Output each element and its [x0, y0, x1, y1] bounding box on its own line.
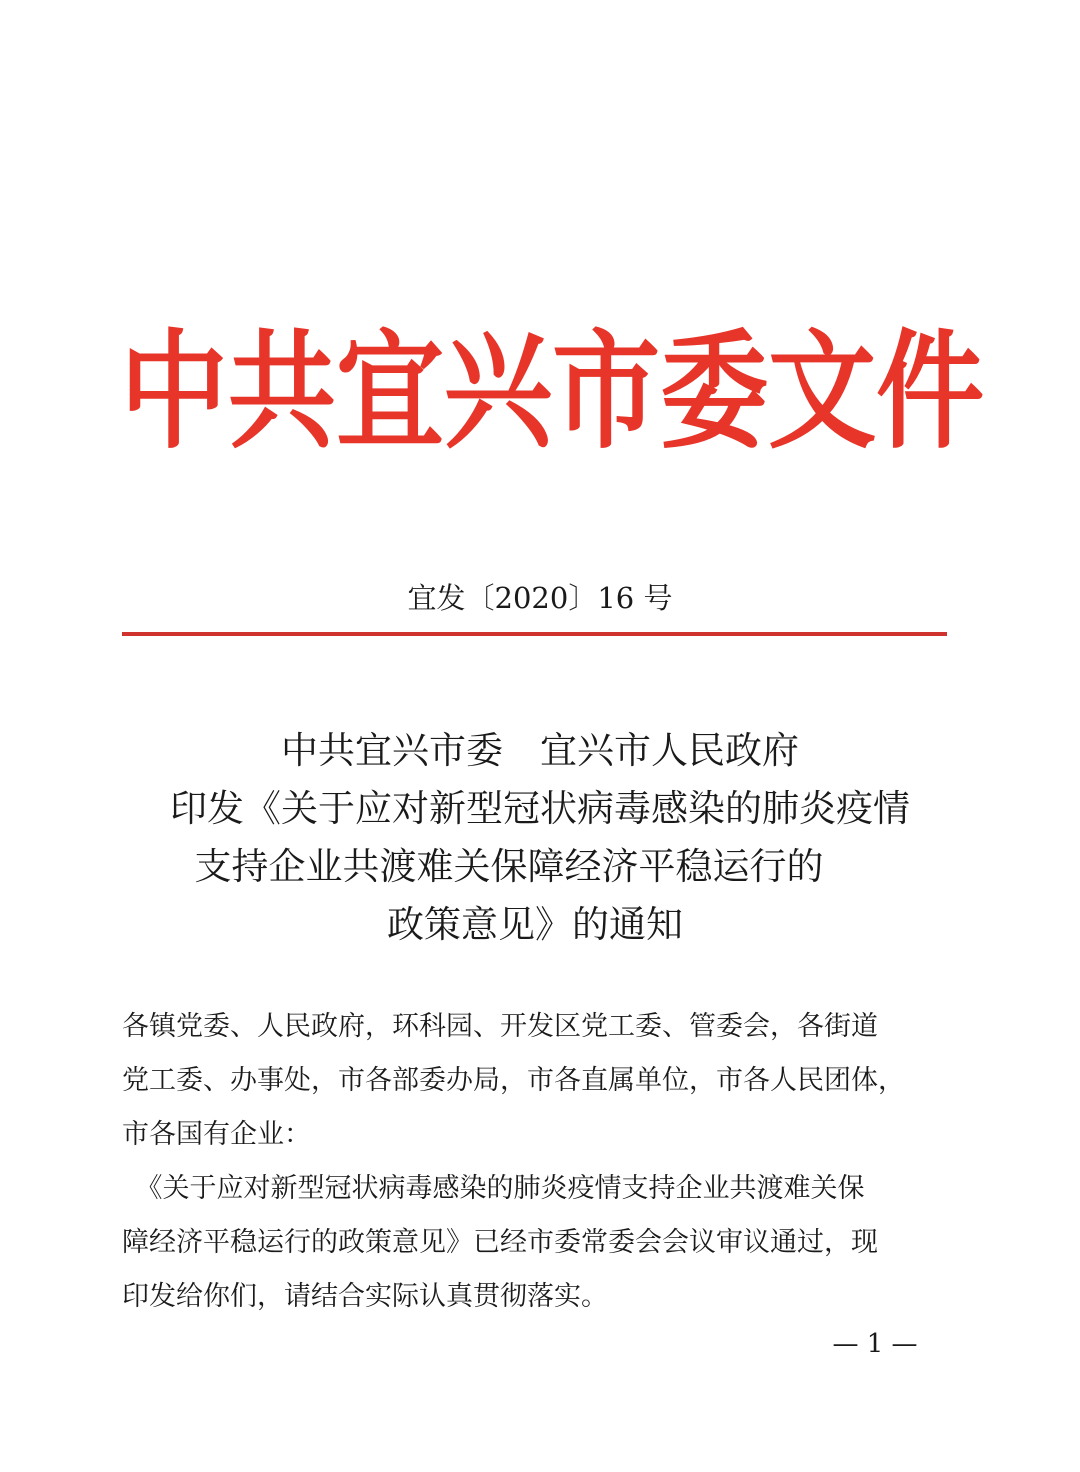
title-line: 支持企业共渡难关保障经济平稳运行的 — [194, 845, 824, 888]
document-number: 宜发〔2020〕16 号 — [407, 581, 673, 615]
addressee-line: 党工委、办事处，市各部委办局，市各直属单位，市各人民团体， — [122, 1065, 905, 1096]
masthead-char: 宜 — [336, 318, 445, 467]
body-paragraph-line: 印发给你们，请结合实际认真贯彻落实。 — [122, 1281, 608, 1312]
masthead-char: 委 — [660, 318, 769, 467]
body-paragraph-line: 障经济平稳运行的政策意见》已经市委常委会会议审议通过，现 — [122, 1227, 878, 1258]
masthead-char: 件 — [876, 318, 985, 467]
page-number: — 1 — — [832, 1329, 918, 1359]
red-divider-rule — [122, 632, 947, 636]
masthead-title — [120, 305, 985, 482]
masthead-char: 兴 — [444, 318, 553, 467]
masthead-char: 中 — [120, 318, 229, 467]
title-line: 政策意见》的通知 — [387, 903, 683, 946]
title-line: 中共宜兴市委 宜兴市人民政府 — [281, 729, 799, 772]
document-body — [122, 1000, 952, 1324]
masthead-char: 共 — [228, 318, 337, 467]
addressee-line: 各镇党委、人民政府，环科园、开发区党工委、管委会，各街道 — [122, 1011, 878, 1042]
document-title — [0, 722, 1080, 954]
body-paragraph-line: 《关于应对新型冠状病毒感染的肺炎疫情支持企业共渡难关保 — [122, 1173, 865, 1204]
masthead-char: 市 — [552, 318, 661, 467]
addressee-line: 市各国有企业： — [122, 1119, 311, 1150]
title-line: 印发《关于应对新型冠状病毒感染的肺炎疫情 — [170, 787, 910, 830]
masthead-char: 文 — [768, 318, 877, 467]
